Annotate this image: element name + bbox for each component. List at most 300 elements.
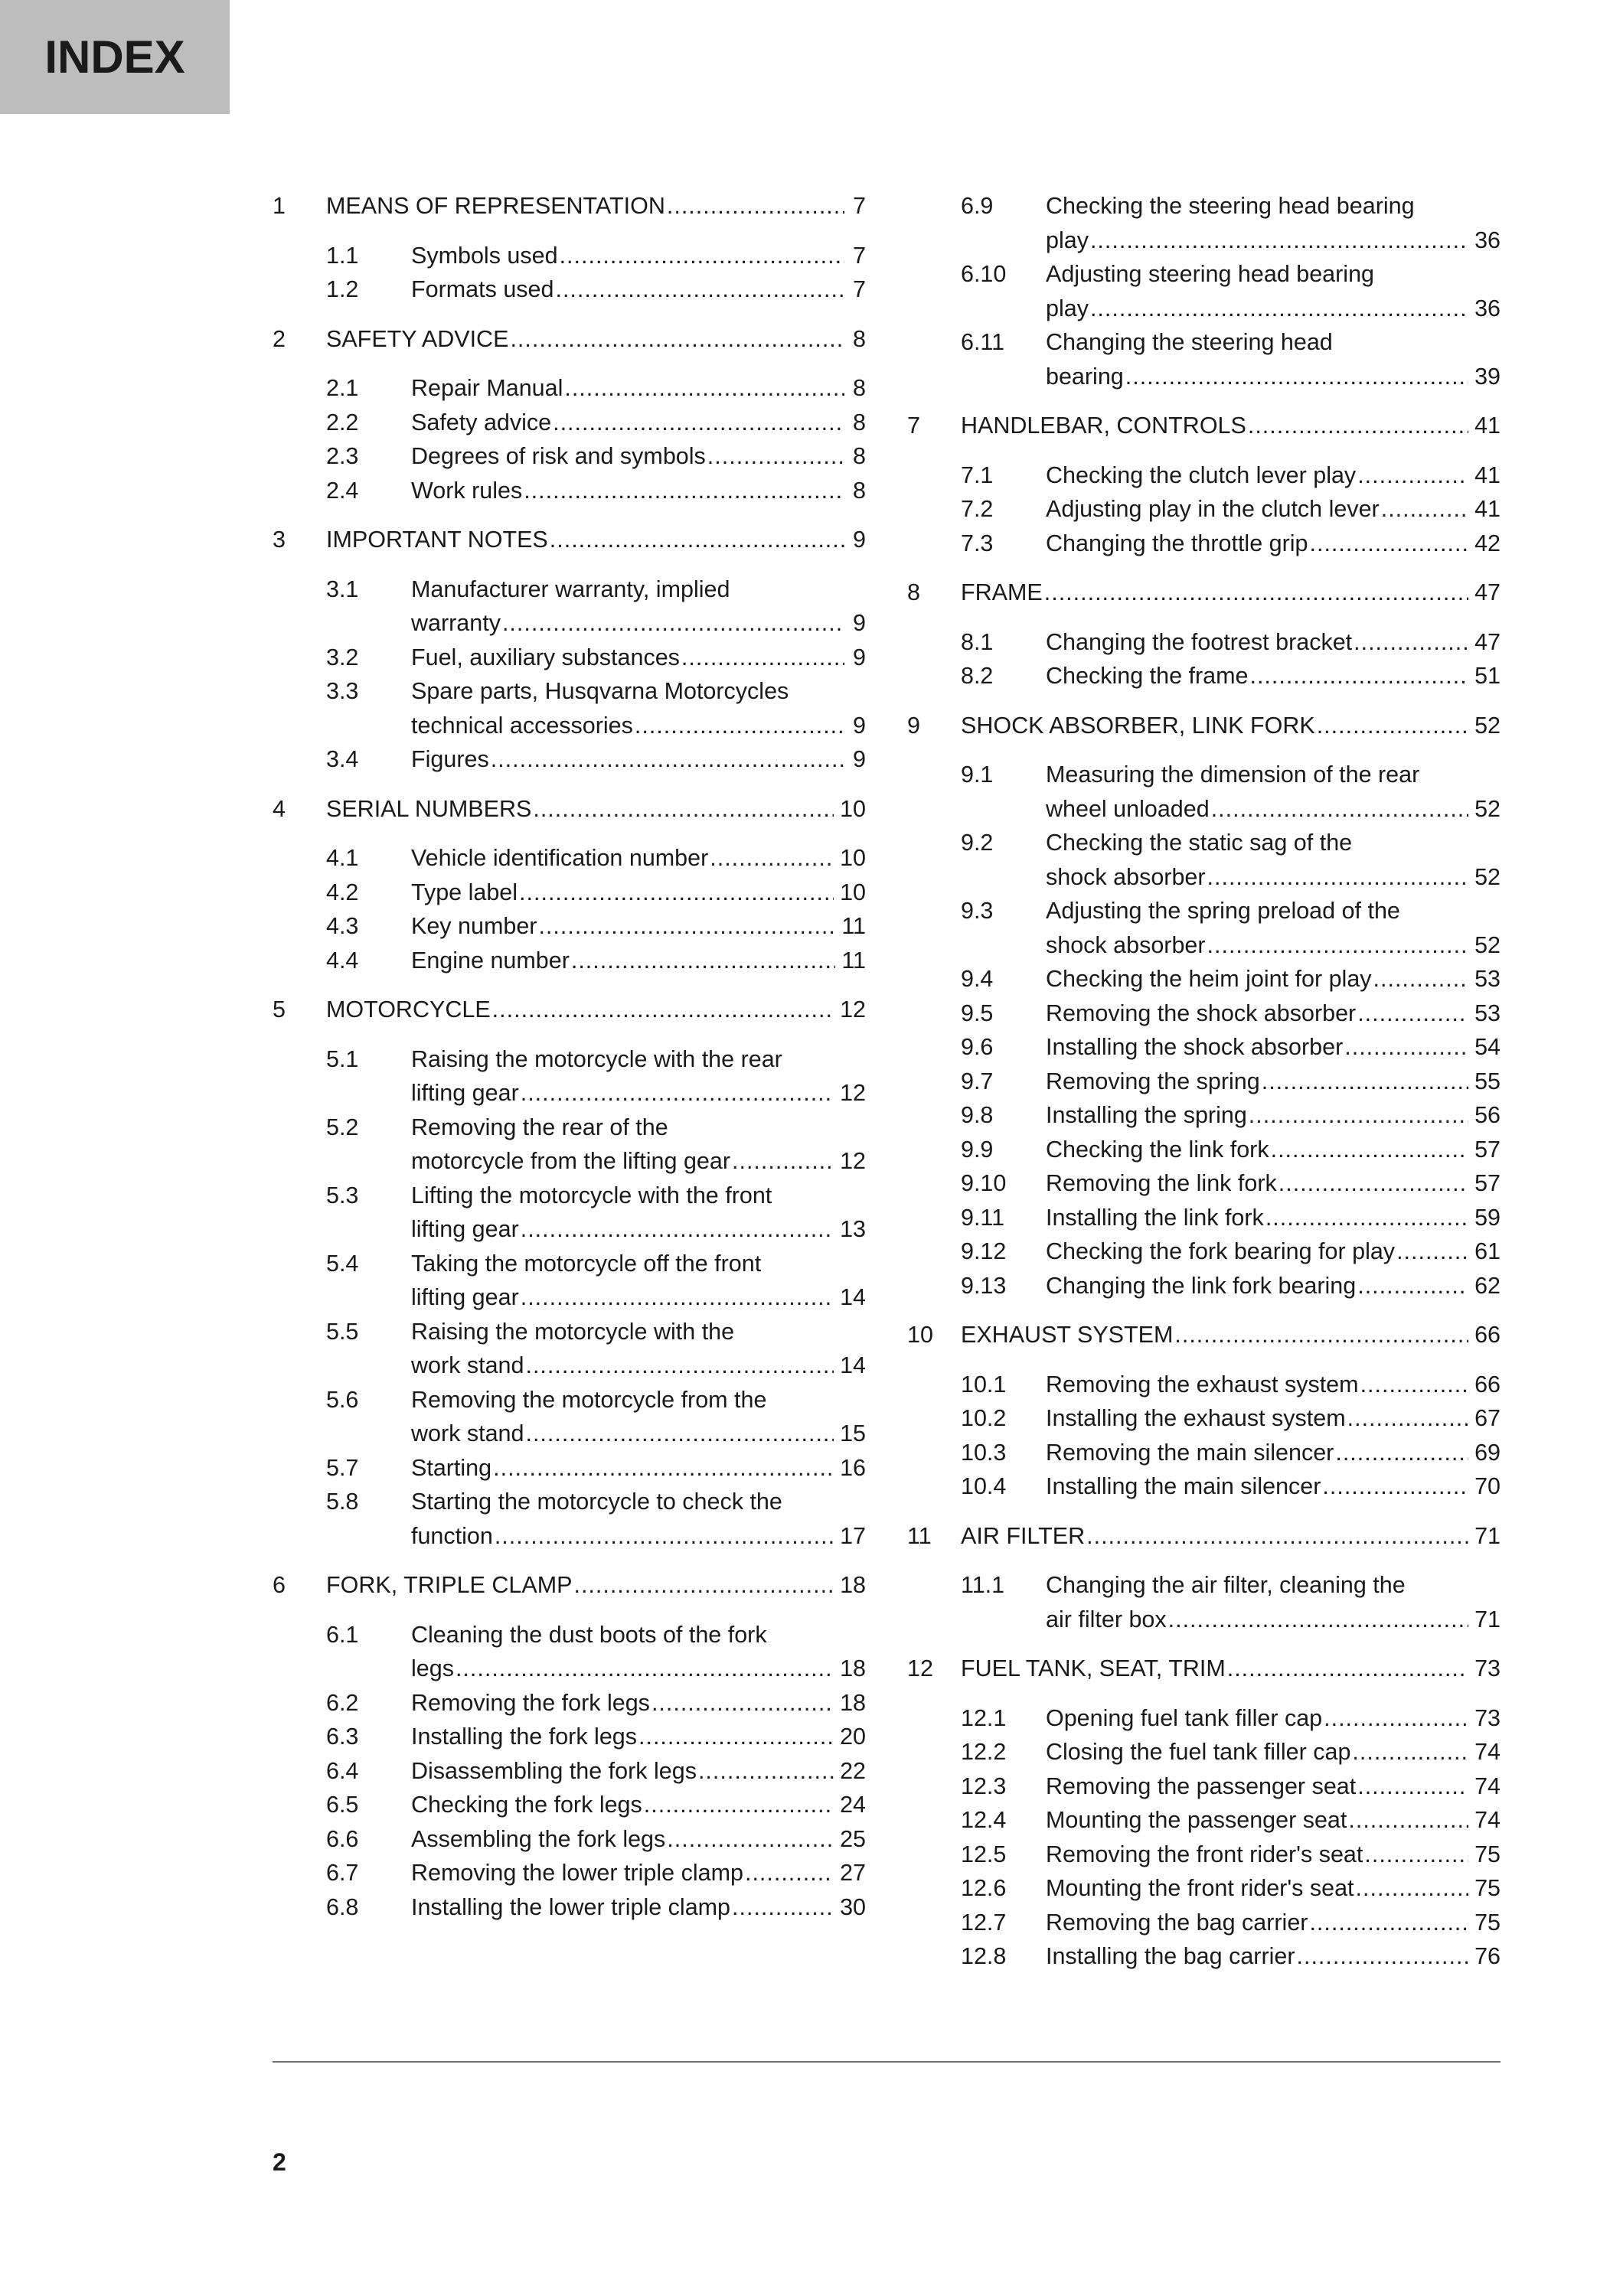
toc-page-number[interactable]: 18: [840, 1689, 866, 1716]
toc-entry-title: [411, 944, 866, 978]
toc-entry-title-line: [411, 239, 866, 273]
toc-page-number[interactable]: 74: [1474, 1739, 1501, 1765]
toc-subsection-entry[interactable]: [907, 325, 1501, 393]
toc-subsection-entry[interactable]: [907, 1368, 1501, 1402]
toc-section-entry[interactable]: [907, 1652, 1501, 1686]
toc-dot-leader: [1354, 625, 1468, 660]
toc-entry-title: [411, 1315, 866, 1383]
toc-page-number[interactable]: 57: [1474, 1136, 1501, 1163]
toc-subsection-entry[interactable]: [273, 1822, 866, 1857]
toc-entry-title-line: [1046, 792, 1501, 827]
toc-subsection-entry[interactable]: [907, 1065, 1501, 1099]
toc-subsection-entry[interactable]: [907, 1030, 1501, 1065]
toc-page-number[interactable]: 41: [1474, 461, 1501, 488]
toc-dot-leader: [555, 272, 844, 307]
toc-dot-leader: [1348, 1803, 1468, 1838]
toc-dot-leader: [1090, 292, 1468, 326]
toc-subsection-entry[interactable]: [273, 1383, 866, 1451]
toc-entry-title-line: [411, 1451, 866, 1486]
toc-dot-leader: [1360, 1368, 1469, 1402]
toc-page-number[interactable]: 59: [1474, 1204, 1501, 1231]
toc-entry-number: 2: [273, 325, 286, 352]
toc-dot-leader: [1317, 709, 1468, 743]
toc-entry-title: [411, 1754, 866, 1789]
toc-page-number[interactable]: 53: [1474, 966, 1501, 992]
toc-entry-number: 10.1: [961, 1371, 1007, 1397]
toc-entry-number: 6.1: [326, 1621, 359, 1648]
toc-entry-title-text: Vehicle identification number: [411, 845, 709, 871]
toc-entry-number: 4.3: [326, 913, 359, 939]
toc-subsection-entry[interactable]: [273, 1686, 866, 1720]
toc-subsection-entry[interactable]: [907, 659, 1501, 693]
toc-subsection-entry[interactable]: [907, 1469, 1501, 1504]
toc-subsection-entry[interactable]: [907, 492, 1501, 527]
toc-entry-title-text: Checking the steering head bearing: [1046, 193, 1415, 219]
toc-page-number[interactable]: 9: [853, 527, 866, 553]
toc-entry-title-line: [411, 1890, 866, 1925]
toc-entry-title-line: [411, 1519, 866, 1554]
toc-dot-leader: [521, 1076, 834, 1110]
toc-entry-title: [1046, 1906, 1501, 1940]
toc-dot-leader: [1248, 409, 1468, 443]
toc-subsection-entry[interactable]: [907, 458, 1501, 493]
toc-entry-title-line: [1046, 527, 1501, 561]
toc-entry-title-line: [326, 523, 866, 557]
toc-section-entry[interactable]: [907, 576, 1501, 610]
toc-page-number[interactable]: 9: [853, 644, 866, 670]
toc-subsection-entry[interactable]: [273, 1856, 866, 1890]
toc-page-number[interactable]: 8: [853, 325, 866, 352]
toc-entry-title: [1046, 1065, 1501, 1099]
toc-page-number[interactable]: 71: [1474, 1606, 1501, 1632]
toc-page-number[interactable]: 10: [840, 845, 866, 871]
toc-page-number[interactable]: 74: [1474, 1807, 1501, 1833]
toc-subsection-entry[interactable]: [907, 1939, 1501, 1974]
toc-entry-title-text: lifting gear: [411, 1080, 519, 1106]
toc-page-number[interactable]: 39: [1474, 363, 1501, 390]
toc-entry-title-text: Changing the footrest bracket: [1046, 628, 1353, 655]
toc-subsection-entry[interactable]: [273, 1788, 866, 1822]
toc-page-number[interactable]: 12: [840, 996, 866, 1022]
toc-entry-title: [1046, 758, 1501, 826]
toc-page-number[interactable]: 42: [1474, 530, 1501, 556]
toc-entry-title: [961, 1519, 1501, 1554]
toc-entry-title-text: Measuring the dimension of the rear: [1046, 762, 1420, 788]
toc-subsection-entry[interactable]: [907, 996, 1501, 1031]
toc-entry-title-text: Mounting the passenger seat: [1046, 1807, 1347, 1833]
toc-entry-title-line: [1046, 758, 1501, 792]
toc-entry-number: 5.7: [326, 1454, 359, 1481]
toc-entry-number: 8.2: [961, 663, 994, 689]
toc-subsection-entry[interactable]: [907, 1436, 1501, 1470]
toc-subsection-entry[interactable]: [273, 1720, 866, 1754]
toc-dot-leader: [1344, 1030, 1468, 1065]
toc-column-left: [273, 189, 866, 1924]
toc-page-number[interactable]: 74: [1474, 1773, 1501, 1799]
toc-entry-title: [1046, 189, 1501, 257]
toc-entry-title-text: air filter box: [1046, 1606, 1167, 1632]
toc-entry-number: 7.3: [961, 530, 994, 556]
toc-entry-title-line: [1046, 1735, 1501, 1769]
toc-subsection-entry[interactable]: [273, 742, 866, 777]
toc-entry-title-line: [1046, 1201, 1501, 1235]
toc-entry-title: [411, 674, 866, 742]
toc-subsection-entry[interactable]: [907, 1201, 1501, 1235]
toc-page-number[interactable]: 75: [1474, 1875, 1501, 1901]
toc-page-number[interactable]: 67: [1474, 1405, 1501, 1431]
toc-section-entry[interactable]: [907, 1519, 1501, 1554]
toc-dot-leader: [1357, 1769, 1468, 1804]
toc-entry-title-line: [411, 1788, 866, 1822]
toc-subsection-entry[interactable]: [273, 474, 866, 508]
toc-dot-leader: [635, 709, 844, 743]
toc-entry-title-text: Removing the exhaust system: [1046, 1371, 1359, 1397]
toc-subsection-entry[interactable]: [907, 1838, 1501, 1872]
toc-entry-title: [411, 1856, 866, 1890]
toc-entry-title-text: Installing the exhaust system: [1046, 1405, 1346, 1431]
toc-subsection-entry[interactable]: [907, 1401, 1501, 1436]
toc-entry-number: 9.4: [961, 966, 994, 992]
toc-entry-number: 9: [907, 712, 920, 739]
toc-page-number[interactable]: 22: [840, 1757, 866, 1784]
toc-subsection-entry[interactable]: [273, 1179, 866, 1247]
toc-entry-title: [961, 709, 1501, 743]
toc-dot-leader: [550, 523, 844, 557]
toc-entry-title: [411, 1110, 866, 1179]
toc-page-number[interactable]: 47: [1474, 579, 1501, 605]
toc-page-number[interactable]: 8: [853, 409, 866, 435]
toc-subsection-entry[interactable]: [273, 1042, 866, 1110]
toc-page-number[interactable]: 73: [1474, 1655, 1501, 1681]
toc-entry-title-text: Opening fuel tank filler cap: [1046, 1704, 1323, 1731]
toc-page-number[interactable]: 52: [1474, 712, 1501, 739]
toc-entry-title-text: Raising the motorcycle with the rear: [411, 1045, 782, 1072]
toc-entry-title-text: SERIAL NUMBERS: [326, 795, 532, 822]
toc-subsection-entry[interactable]: [273, 1485, 866, 1553]
toc-dot-leader: [1335, 1436, 1468, 1470]
toc-entry-title-line: [326, 322, 866, 357]
toc-page-number[interactable]: 36: [1474, 227, 1501, 253]
toc-entry-title-line: [1046, 492, 1501, 527]
toc-entry-title-text: Repair Manual: [411, 375, 563, 401]
toc-entry-title-line: [411, 1144, 866, 1179]
toc-page-number[interactable]: 10: [840, 795, 866, 822]
toc-column-right: [907, 189, 1501, 1974]
toc-entry-number: 6.9: [961, 193, 994, 219]
toc-entry-title-text: Changing the air filter, cleaning the: [1046, 1572, 1406, 1598]
toc-subsection-entry[interactable]: [907, 527, 1501, 561]
toc-subsection-entry[interactable]: [907, 826, 1501, 894]
toc-page-number[interactable]: 62: [1474, 1272, 1501, 1299]
toc-entry-title-text: lifting gear: [411, 1284, 519, 1310]
toc-page-number[interactable]: 69: [1474, 1439, 1501, 1466]
toc-entry-title: [411, 439, 866, 474]
toc-page-number[interactable]: 12: [840, 1080, 866, 1106]
toc-entry-title-line: [1046, 1166, 1501, 1201]
toc-dot-leader: [1381, 492, 1468, 527]
toc-entry-title-line: [411, 1383, 866, 1417]
toc-page-number[interactable]: 10: [840, 879, 866, 905]
toc-entry-title-text: play: [1046, 295, 1089, 321]
toc-subsection-entry[interactable]: [273, 1247, 866, 1315]
toc-subsection-entry[interactable]: [907, 1234, 1501, 1269]
toc-page-number[interactable]: 24: [840, 1792, 866, 1818]
toc-subsection-entry[interactable]: [907, 1098, 1501, 1133]
toc-entry-number: 9.3: [961, 898, 994, 924]
toc-entry-title-text: AIR FILTER: [961, 1522, 1086, 1549]
toc-subsection-entry[interactable]: [273, 371, 866, 406]
toc-section-entry[interactable]: [273, 322, 866, 357]
toc-page-number[interactable]: 7: [853, 276, 866, 302]
toc-entry-number: 12.6: [961, 1875, 1007, 1901]
toc-page-number[interactable]: 52: [1474, 931, 1501, 958]
toc-entry-title-text: Figures: [411, 746, 489, 772]
toc-page-number[interactable]: 47: [1474, 628, 1501, 655]
toc-subsection-entry[interactable]: [273, 1451, 866, 1486]
toc-section-entry[interactable]: [907, 1318, 1501, 1352]
toc-entry-title: [1046, 894, 1501, 962]
toc-page-number[interactable]: 11: [841, 947, 866, 974]
toc-subsection-entry[interactable]: [907, 1568, 1501, 1636]
toc-subsection-entry[interactable]: [273, 239, 866, 273]
toc-dot-leader: [1249, 1098, 1468, 1133]
toc-dot-leader: [667, 1822, 834, 1857]
toc-subsection-entry[interactable]: [907, 962, 1501, 996]
toc-entry-number: 10: [907, 1322, 933, 1348]
toc-page-number[interactable]: 8: [853, 477, 866, 504]
toc-dot-leader: [521, 1280, 834, 1315]
toc-entry-title-line: [411, 641, 866, 675]
toc-page-number[interactable]: 61: [1474, 1238, 1501, 1264]
toc-page-number[interactable]: 75: [1474, 1909, 1501, 1936]
toc-subsection-entry[interactable]: [273, 876, 866, 910]
toc-entry-title-line: [1046, 625, 1501, 660]
toc-page-number[interactable]: 70: [1474, 1473, 1501, 1499]
toc-page-number[interactable]: 54: [1474, 1034, 1501, 1060]
toc-dot-leader: [525, 1417, 834, 1451]
toc-page-number[interactable]: 57: [1474, 1170, 1501, 1196]
toc-subsection-entry[interactable]: [907, 1803, 1501, 1838]
toc-entry-title-text: play: [1046, 227, 1089, 253]
toc-entry-title: [411, 371, 866, 406]
toc-entry-title: [326, 322, 866, 357]
toc-entry-title: [411, 1451, 866, 1486]
toc-subsection-entry[interactable]: [273, 272, 866, 307]
toc-entry-title: [411, 572, 866, 641]
toc-entry-title-text: MOTORCYCLE: [326, 996, 491, 1022]
toc-page-number[interactable]: 52: [1474, 795, 1501, 822]
toc-dot-leader: [1211, 792, 1468, 827]
toc-dot-leader: [732, 1890, 834, 1925]
toc-dot-leader: [525, 1349, 834, 1383]
toc-section-entry[interactable]: [907, 709, 1501, 743]
toc-subsection-entry[interactable]: [273, 944, 866, 978]
toc-entry-title-text: Removing the rear of the: [411, 1114, 668, 1140]
toc-section-entry[interactable]: [273, 1568, 866, 1603]
toc-entry-number: 2.2: [326, 409, 359, 435]
toc-page-number[interactable]: 51: [1474, 663, 1501, 689]
toc-subsection-entry[interactable]: [907, 894, 1501, 962]
toc-dot-leader: [1347, 1401, 1468, 1436]
toc-subsection-entry[interactable]: [273, 1110, 866, 1179]
toc-entry-number: 4.1: [326, 845, 359, 871]
toc-entry-title-text: bearing: [1046, 363, 1124, 390]
toc-entry-title: [411, 272, 866, 307]
toc-entry-title-text: Checking the fork legs: [411, 1792, 642, 1818]
toc-entry-number: 5.1: [326, 1045, 359, 1072]
toc-page-number[interactable]: 76: [1474, 1943, 1501, 1969]
toc-entry-title-text: HANDLEBAR, CONTROLS: [961, 413, 1246, 439]
toc-subsection-entry[interactable]: [273, 1890, 866, 1925]
toc-entry-title: [1046, 257, 1501, 325]
toc-subsection-entry[interactable]: [907, 1701, 1501, 1736]
toc-dot-leader: [1174, 1318, 1468, 1352]
toc-dot-leader: [1168, 1603, 1468, 1637]
toc-entry-title-line: [1046, 962, 1501, 996]
toc-subsection-entry[interactable]: [907, 1133, 1501, 1167]
toc-entry-title: [1046, 962, 1501, 996]
toc-entry-title-line: [1046, 1939, 1501, 1974]
toc-page-number[interactable]: 56: [1474, 1102, 1501, 1128]
toc-subsection-entry[interactable]: [273, 641, 866, 675]
toc-section-entry[interactable]: [273, 189, 866, 223]
toc-entry-title-text: Closing the fuel tank filler cap: [1046, 1739, 1351, 1765]
toc-page-number[interactable]: 27: [840, 1860, 866, 1886]
toc-subsection-entry[interactable]: [273, 1315, 866, 1383]
toc-subsection-entry[interactable]: [907, 1906, 1501, 1940]
toc-page-number[interactable]: 41: [1474, 413, 1501, 439]
toc-subsection-entry[interactable]: [273, 841, 866, 876]
toc-page-number[interactable]: 9: [853, 712, 866, 739]
toc-entry-title-line: [961, 576, 1501, 610]
toc-page-number[interactable]: 52: [1474, 863, 1501, 890]
toc-page-number[interactable]: 13: [840, 1216, 866, 1242]
toc-entry-title-text: Key number: [411, 913, 537, 939]
toc-entry-title-line: [1046, 1368, 1501, 1402]
toc-subsection-entry[interactable]: [907, 625, 1501, 660]
toc-section-entry[interactable]: [273, 792, 866, 827]
toc-entry-title-line: [411, 1417, 866, 1451]
toc-dot-leader: [1310, 527, 1469, 561]
toc-page-number[interactable]: 73: [1474, 1704, 1501, 1731]
toc-page-number[interactable]: 8: [853, 375, 866, 401]
toc-subsection-entry[interactable]: [273, 909, 866, 944]
toc-page-number[interactable]: 25: [840, 1825, 866, 1852]
toc-entry-title-line: [326, 189, 866, 223]
toc-entry-number: 9.9: [961, 1136, 994, 1163]
toc-entry-title-text: Installing the shock absorber: [1046, 1034, 1344, 1060]
toc-subsection-entry[interactable]: [907, 1269, 1501, 1303]
toc-page-number[interactable]: 8: [853, 443, 866, 469]
toc-entry-title: [1046, 325, 1501, 393]
toc-subsection-entry[interactable]: [273, 1618, 866, 1686]
toc-entry-number: 9.7: [961, 1068, 994, 1094]
toc-subsection-entry[interactable]: [273, 572, 866, 641]
toc-subsection-entry[interactable]: [273, 1754, 866, 1789]
toc-page-number[interactable]: 7: [853, 242, 866, 269]
toc-entry-title-text: Removing the main silencer: [1046, 1439, 1334, 1466]
toc-entry-title-text: Adjusting steering head bearing: [1046, 261, 1374, 287]
toc-entry-title-text: Type label: [411, 879, 518, 905]
toc-entry-title-line: [411, 606, 866, 641]
toc-subsection-entry[interactable]: [273, 439, 866, 474]
toc-page-number[interactable]: 55: [1474, 1068, 1501, 1094]
toc-dot-leader: [1373, 962, 1469, 996]
toc-entry-title-text: Taking the motorcycle off the front: [411, 1250, 762, 1277]
toc-subsection-entry[interactable]: [907, 758, 1501, 826]
toc-subsection-entry[interactable]: [273, 406, 866, 440]
toc-page-number[interactable]: 71: [1474, 1522, 1501, 1549]
toc-page-number[interactable]: 15: [840, 1420, 866, 1446]
toc-entry-title-line: [1046, 1133, 1501, 1167]
toc-subsection-entry[interactable]: [273, 674, 866, 742]
toc-page-number[interactable]: 9: [853, 610, 866, 636]
toc-page-number[interactable]: 30: [840, 1893, 866, 1920]
toc-entry-title-text: wheel unloaded: [1046, 795, 1210, 822]
toc-entry-title-line: [1046, 257, 1501, 292]
toc-entry-title-text: Installing the lower triple clamp: [411, 1893, 731, 1920]
toc-subsection-entry[interactable]: [907, 1735, 1501, 1769]
toc-entry-title: [411, 1247, 866, 1315]
toc-section-entry[interactable]: [273, 993, 866, 1027]
toc-entry-title-line: [411, 1618, 866, 1652]
toc-page-number[interactable]: 36: [1474, 295, 1501, 321]
toc-entry-title: [411, 239, 866, 273]
toc-page-number[interactable]: 66: [1474, 1371, 1501, 1397]
toc-subsection-entry[interactable]: [907, 1769, 1501, 1804]
toc-entry-title-line: [411, 1280, 866, 1315]
toc-dot-leader: [1207, 860, 1469, 895]
toc-subsection-entry[interactable]: [907, 189, 1501, 257]
toc-dot-leader: [1357, 458, 1468, 493]
toc-dot-leader: [681, 641, 844, 675]
toc-entry-number: 6: [273, 1572, 286, 1598]
toc-page-number[interactable]: 7: [853, 193, 866, 219]
toc-page-number[interactable]: 20: [840, 1724, 866, 1750]
toc-section-entry[interactable]: [273, 523, 866, 557]
toc-page-number[interactable]: 14: [840, 1284, 866, 1310]
toc-page-number[interactable]: 11: [841, 913, 866, 939]
toc-entry-title-text: Starting: [411, 1454, 492, 1481]
toc-dot-leader: [1090, 223, 1468, 258]
toc-page-number[interactable]: 66: [1474, 1322, 1501, 1348]
toc-entry-title-text: work stand: [411, 1352, 524, 1378]
toc-dot-leader: [1357, 1269, 1468, 1303]
toc-page-number[interactable]: 18: [840, 1655, 866, 1681]
toc-entry-number: 11.1: [961, 1572, 1005, 1598]
toc-entry-number: 12.1: [961, 1704, 1007, 1731]
toc-subsection-entry[interactable]: [907, 1871, 1501, 1906]
toc-page-number[interactable]: 12: [840, 1148, 866, 1174]
toc-page-number[interactable]: 18: [840, 1572, 866, 1598]
toc-entry-title-line: [1046, 1769, 1501, 1804]
toc-entry-title-line: [411, 944, 866, 978]
toc-section-entry[interactable]: [907, 409, 1501, 443]
toc-subsection-entry[interactable]: [907, 257, 1501, 325]
toc-page-number[interactable]: 41: [1474, 496, 1501, 522]
toc-page-number[interactable]: 16: [840, 1454, 866, 1481]
toc-page-number[interactable]: 9: [853, 746, 866, 772]
toc-page-number[interactable]: 17: [840, 1522, 866, 1549]
toc-entry-title: [1046, 1469, 1501, 1504]
toc-page-number[interactable]: 14: [840, 1352, 866, 1378]
toc-entry-title: [1046, 1201, 1501, 1235]
toc-dot-leader: [1278, 1166, 1468, 1201]
toc-subsection-entry[interactable]: [907, 1166, 1501, 1201]
toc-page-number[interactable]: 53: [1474, 1000, 1501, 1026]
toc-entry-number: 12.2: [961, 1739, 1007, 1765]
toc-page-number[interactable]: 75: [1474, 1841, 1501, 1867]
